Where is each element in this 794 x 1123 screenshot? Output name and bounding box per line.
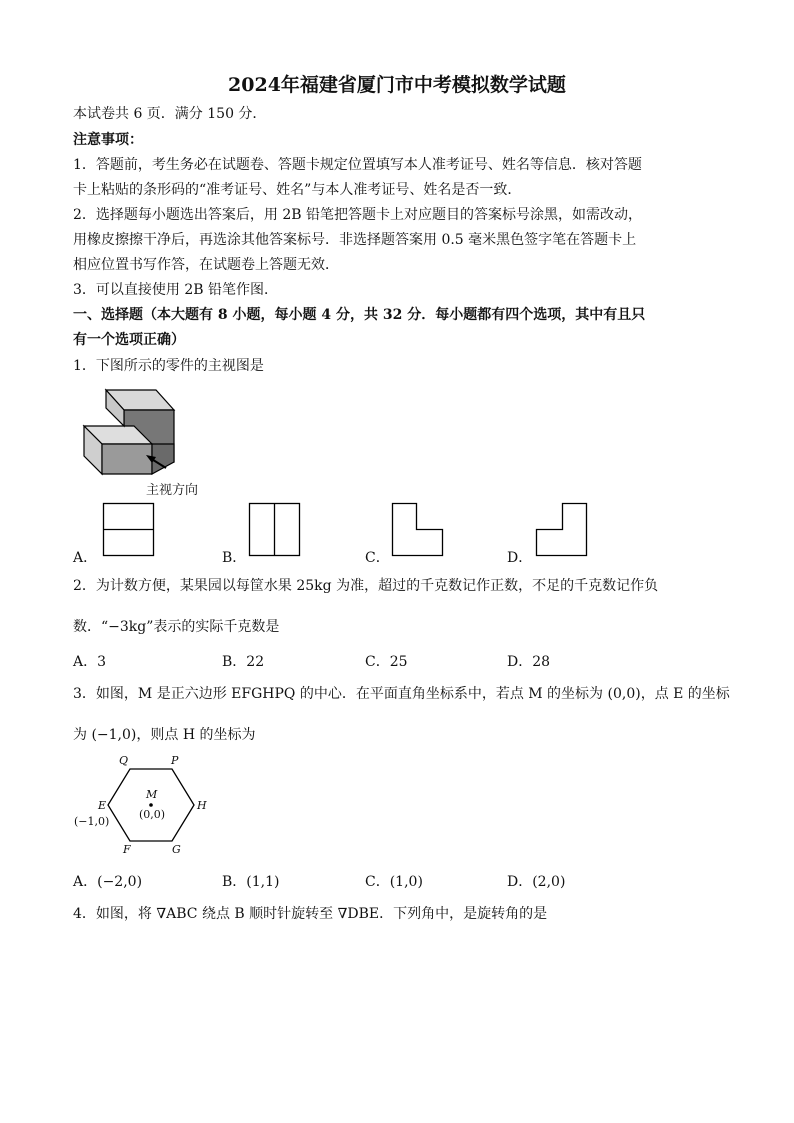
q1-part-figure	[80, 382, 210, 494]
center-coordinate: (0,0)	[139, 808, 166, 821]
vertex-label-g: G	[172, 843, 181, 856]
q1-option-a-figure	[103, 503, 155, 557]
q3-stem-line2: 为 (−1,0)，则点 H 的坐标为	[73, 727, 256, 743]
q3-option-c[interactable]: C．(1,0)	[365, 874, 423, 890]
notice-line: 1．答题前，考生务必在试题卷、答题卡规定位置填写本人准考证号、姓名等信息．核对答题	[73, 157, 642, 173]
q1-stem: 1．下图所示的零件的主视图是	[73, 358, 264, 374]
notice-heading: 注意事项：	[73, 132, 143, 148]
q1-option-c-figure	[392, 503, 444, 557]
q1-option-a[interactable]: A．	[73, 550, 98, 566]
center-label-m: M	[146, 788, 158, 801]
vertex-label-h: H	[197, 799, 207, 812]
q2-stem-line1: 2．为计数方便，某果园以每筐水果 25kg 为准，超过的千克数记作正数，不足的千克数记作负	[73, 578, 659, 594]
q2-option-b[interactable]: B．22	[222, 654, 265, 670]
notice-line: 2．选择题每小题选出答案后，用 2B 铅笔把答题卡上对应题目的答案标号涂黑，如需改动，	[73, 207, 643, 223]
section-heading-cont: 有一个选项正确）	[73, 332, 185, 348]
notice-line: 3．可以直接使用 2B 铅笔作图．	[73, 282, 279, 298]
q3-option-a[interactable]: A．(−2,0)	[73, 874, 143, 890]
vertex-label-q: Q	[119, 754, 129, 767]
section-heading: 一、选择题（本大题有 8 小题，每小题 4 分，共 32 分．每小题都有四个选项，其中有且只	[73, 307, 646, 323]
page-title: 2024年福建省厦门市中考模拟数学试题	[228, 74, 566, 96]
q2-option-c[interactable]: C．25	[365, 654, 408, 670]
exam-intro: 本试卷共 6 页．满分 150 分．	[73, 106, 267, 122]
q1-option-d[interactable]: D．	[507, 550, 533, 566]
notice-line: 相应位置书写作答，在试题卷上答题无效．	[73, 257, 339, 273]
q1-option-b-figure	[249, 503, 301, 557]
q1-option-d-figure	[536, 503, 588, 557]
view-direction-label: 主视方向	[146, 483, 199, 498]
q3-stem-line1: 3．如图，M 是正六边形 EFGHPQ 的中心．在平面直角坐标系中，若点 M 的坐标为 (0,0)，点 E 的坐标	[73, 686, 730, 702]
e-coordinate: (−1,0)	[74, 815, 110, 828]
q2-stem-line2: 数．“−3kg”表示的实际千克数是	[73, 619, 280, 635]
q2-option-a[interactable]: A．3	[73, 654, 107, 670]
vertex-label-f: F	[123, 843, 131, 856]
q3-option-b[interactable]: B．(1,1)	[222, 874, 280, 890]
vertex-label-e: E	[98, 799, 107, 812]
notice-line: 用橡皮擦擦干净后，再选涂其他答案标号．非选择题答案用 0.5 毫米黑色签字笔在答题卡上	[73, 232, 637, 248]
vertex-label-p: P	[171, 754, 179, 767]
q3-option-d[interactable]: D．(2,0)	[507, 874, 566, 890]
notice-line: 卡上粘贴的条形码的“准考证号、姓名”与本人准考证号、姓名是否一致．	[73, 182, 522, 198]
q4-stem: 4．如图，将 ∇ABC 绕点 B 顺时针旋转至 ∇DBE．下列角中，是旋转角的是	[73, 906, 548, 922]
q1-option-b[interactable]: B．	[222, 550, 247, 566]
q2-option-d[interactable]: D．28	[507, 654, 551, 670]
q1-option-c[interactable]: C．	[365, 550, 390, 566]
